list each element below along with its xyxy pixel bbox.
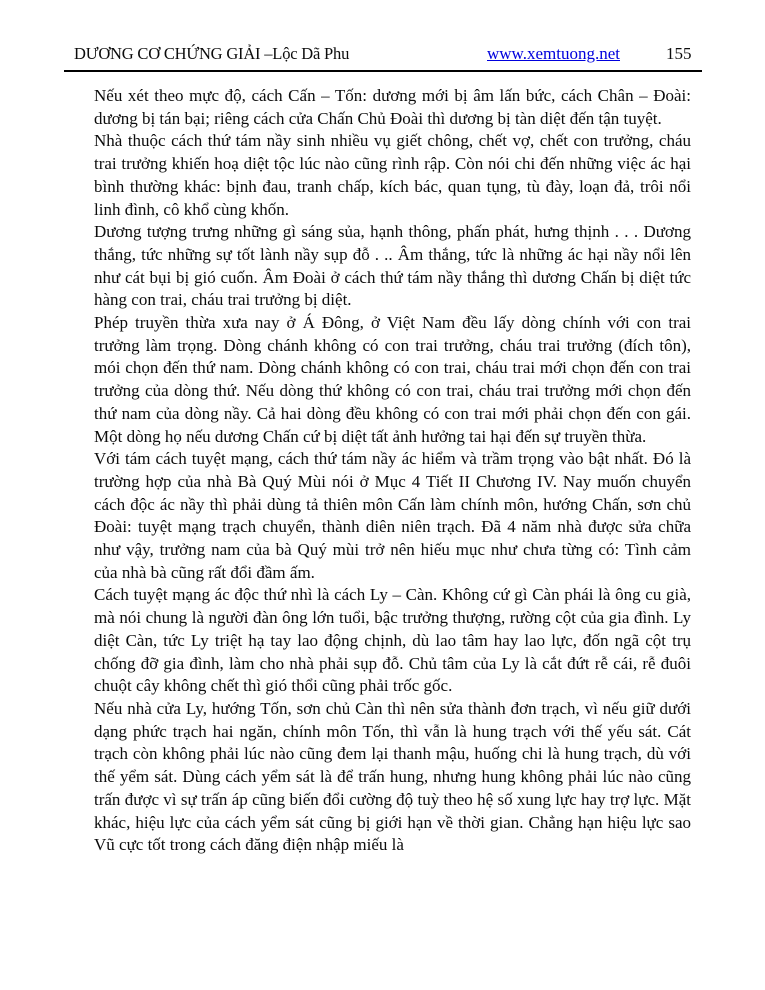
page-body <box>94 85 691 857</box>
paragraph-1: Nếu xét theo mực độ, cách Cấn – Tốn: dương mới bị âm lấn bức, cách Chân – Đoài: dương bị tán bại; riêng cách cửa Chấn Chủ Đoài thì dương bị tàn diệt đến tận tuyệt. <box>94 86 691 128</box>
paragraph-5: Với tám cách tuyệt mạng, cách thứ tám nầy ác hiểm và trầm trọng vào bật nhất. Đó là trường hợp của nhà Bà Quý Mùi nói ở Mục 4 Tiết II Chương IV. Nay muốn chuyển cách độc ác nầy thì phải dùng tả thiên môn Cấn làm chính môn, hướng Chấn, sơn chủ Đoài: tuyệt mạng trạch chuyển, thành diên niên trạch. Đã 4 năm nhà được sửa chữa như vậy, trưởng nam của bà Quý mùi trở nên hiếu mục như chưa từng có: Tình cảm của nhà bà cũng rất đổi đầm ấm. <box>94 449 691 582</box>
paragraph-7: Nếu nhà cửa Ly, hướng Tốn, sơn chủ Càn thì nên sửa thành đơn trạch, vì nếu giữ dưới dạng phức trạch hai ngăn, chính môn Tốn, thì vẫn là hung trạch với thế yếu sát. Cát trạch còn không phải lúc nào cũng đem lại thanh mậu, huống chi là hung trạch, dù với thế yểm sát. Dùng cách yểm sát là để trấn hung, nhưng hung không phải lúc nào cũng trấn được vì sự trấn áp cũng biến đổi cường độ tuỳ theo hệ số xung lực hay trợ lực. Mặt khác, hiệu lực của cách yểm sát cũng bị giới hạn về thời gian. Chẳng hạn hiệu lực sao Vũ cực tốt trong cách đăng điện nhập miếu là <box>94 698 691 855</box>
paragraph-4: Phép truyền thừa xưa nay ở Á Đông, ở Việt Nam đều lấy dòng chính với con trai trưởng làm trọng. Dòng chánh không có con trai trưởng, cháu trai trưởng (đích tôn), mói chọn đến thứ nam. Dòng chánh không có con trai, cháu trai mới chọn đến con trai trưởng của dòng thứ. Nếu dòng thứ không có con trai, cháu trai trưởng mới chọn đến thứ nam của dòng nầy. Cả hai dòng đều không có con trai mới phải chọn đến con gái. Một dòng họ nếu dương Chấn cứ bị diệt tất ảnh hưởng tai hại đến sự truyền thừa. <box>94 313 691 446</box>
document-title: DƯƠNG CƠ CHỨNG GIẢI –Lộc Dã Phu <box>74 44 350 63</box>
page-header <box>0 44 765 68</box>
page-number: 155 <box>666 44 692 63</box>
website-link[interactable]: www.xemtuong.net <box>487 44 620 63</box>
paragraph-2: Nhà thuộc cách thứ tám nầy sinh nhiều vụ giết chông, chết vợ, chết con trưởng, cháu trai trưởng khiến hoạ diệt tộc lúc nào cũng rình rập. Còn nói chi đến những việc ác hại bình thường khác: bịnh đau, tranh chấp, kích bác, quan tụng, tù đày, loạn đả, trôi nổi linh đình, cô khổ cùng khốn. <box>94 131 691 219</box>
paragraph-3: Dương tượng trưng những gì sáng sủa, hạnh thông, phấn phát, hưng thịnh . . . Dương thắng, tức những sự tốt lành nầy sụp đỗ . .. Âm thắng, tức là những ác hại nầy nổi lên như cát bụi bị gió cuốn. Âm Đoài ở cách thứ tám nầy thắng thì dương Chấn bị diệt tức hàng con trai, cháu trai trưởng bị diệt. <box>94 222 691 310</box>
paragraph-6: Cách tuyệt mạng ác độc thứ nhì là cách Ly – Càn. Không cứ gì Càn phái là ông cu già, mà nói chung là người đàn ông lớn tuổi, bậc trưởng thượng, rường cột của gia đình. Ly diệt Càn, tức Ly triệt hạ tay lao động chịnh, dù lao tâm hay lao lực, đốn ngã cột trụ chống đỡ gia đình, làm cho nhà phải sụp đỗ. Chủ tâm của Ly là cắt đứt rễ cái, rễ đuôi chuột cây không chết thì gió thổi cũng phải trốc gốc. <box>94 585 691 696</box>
header-divider <box>64 70 702 72</box>
